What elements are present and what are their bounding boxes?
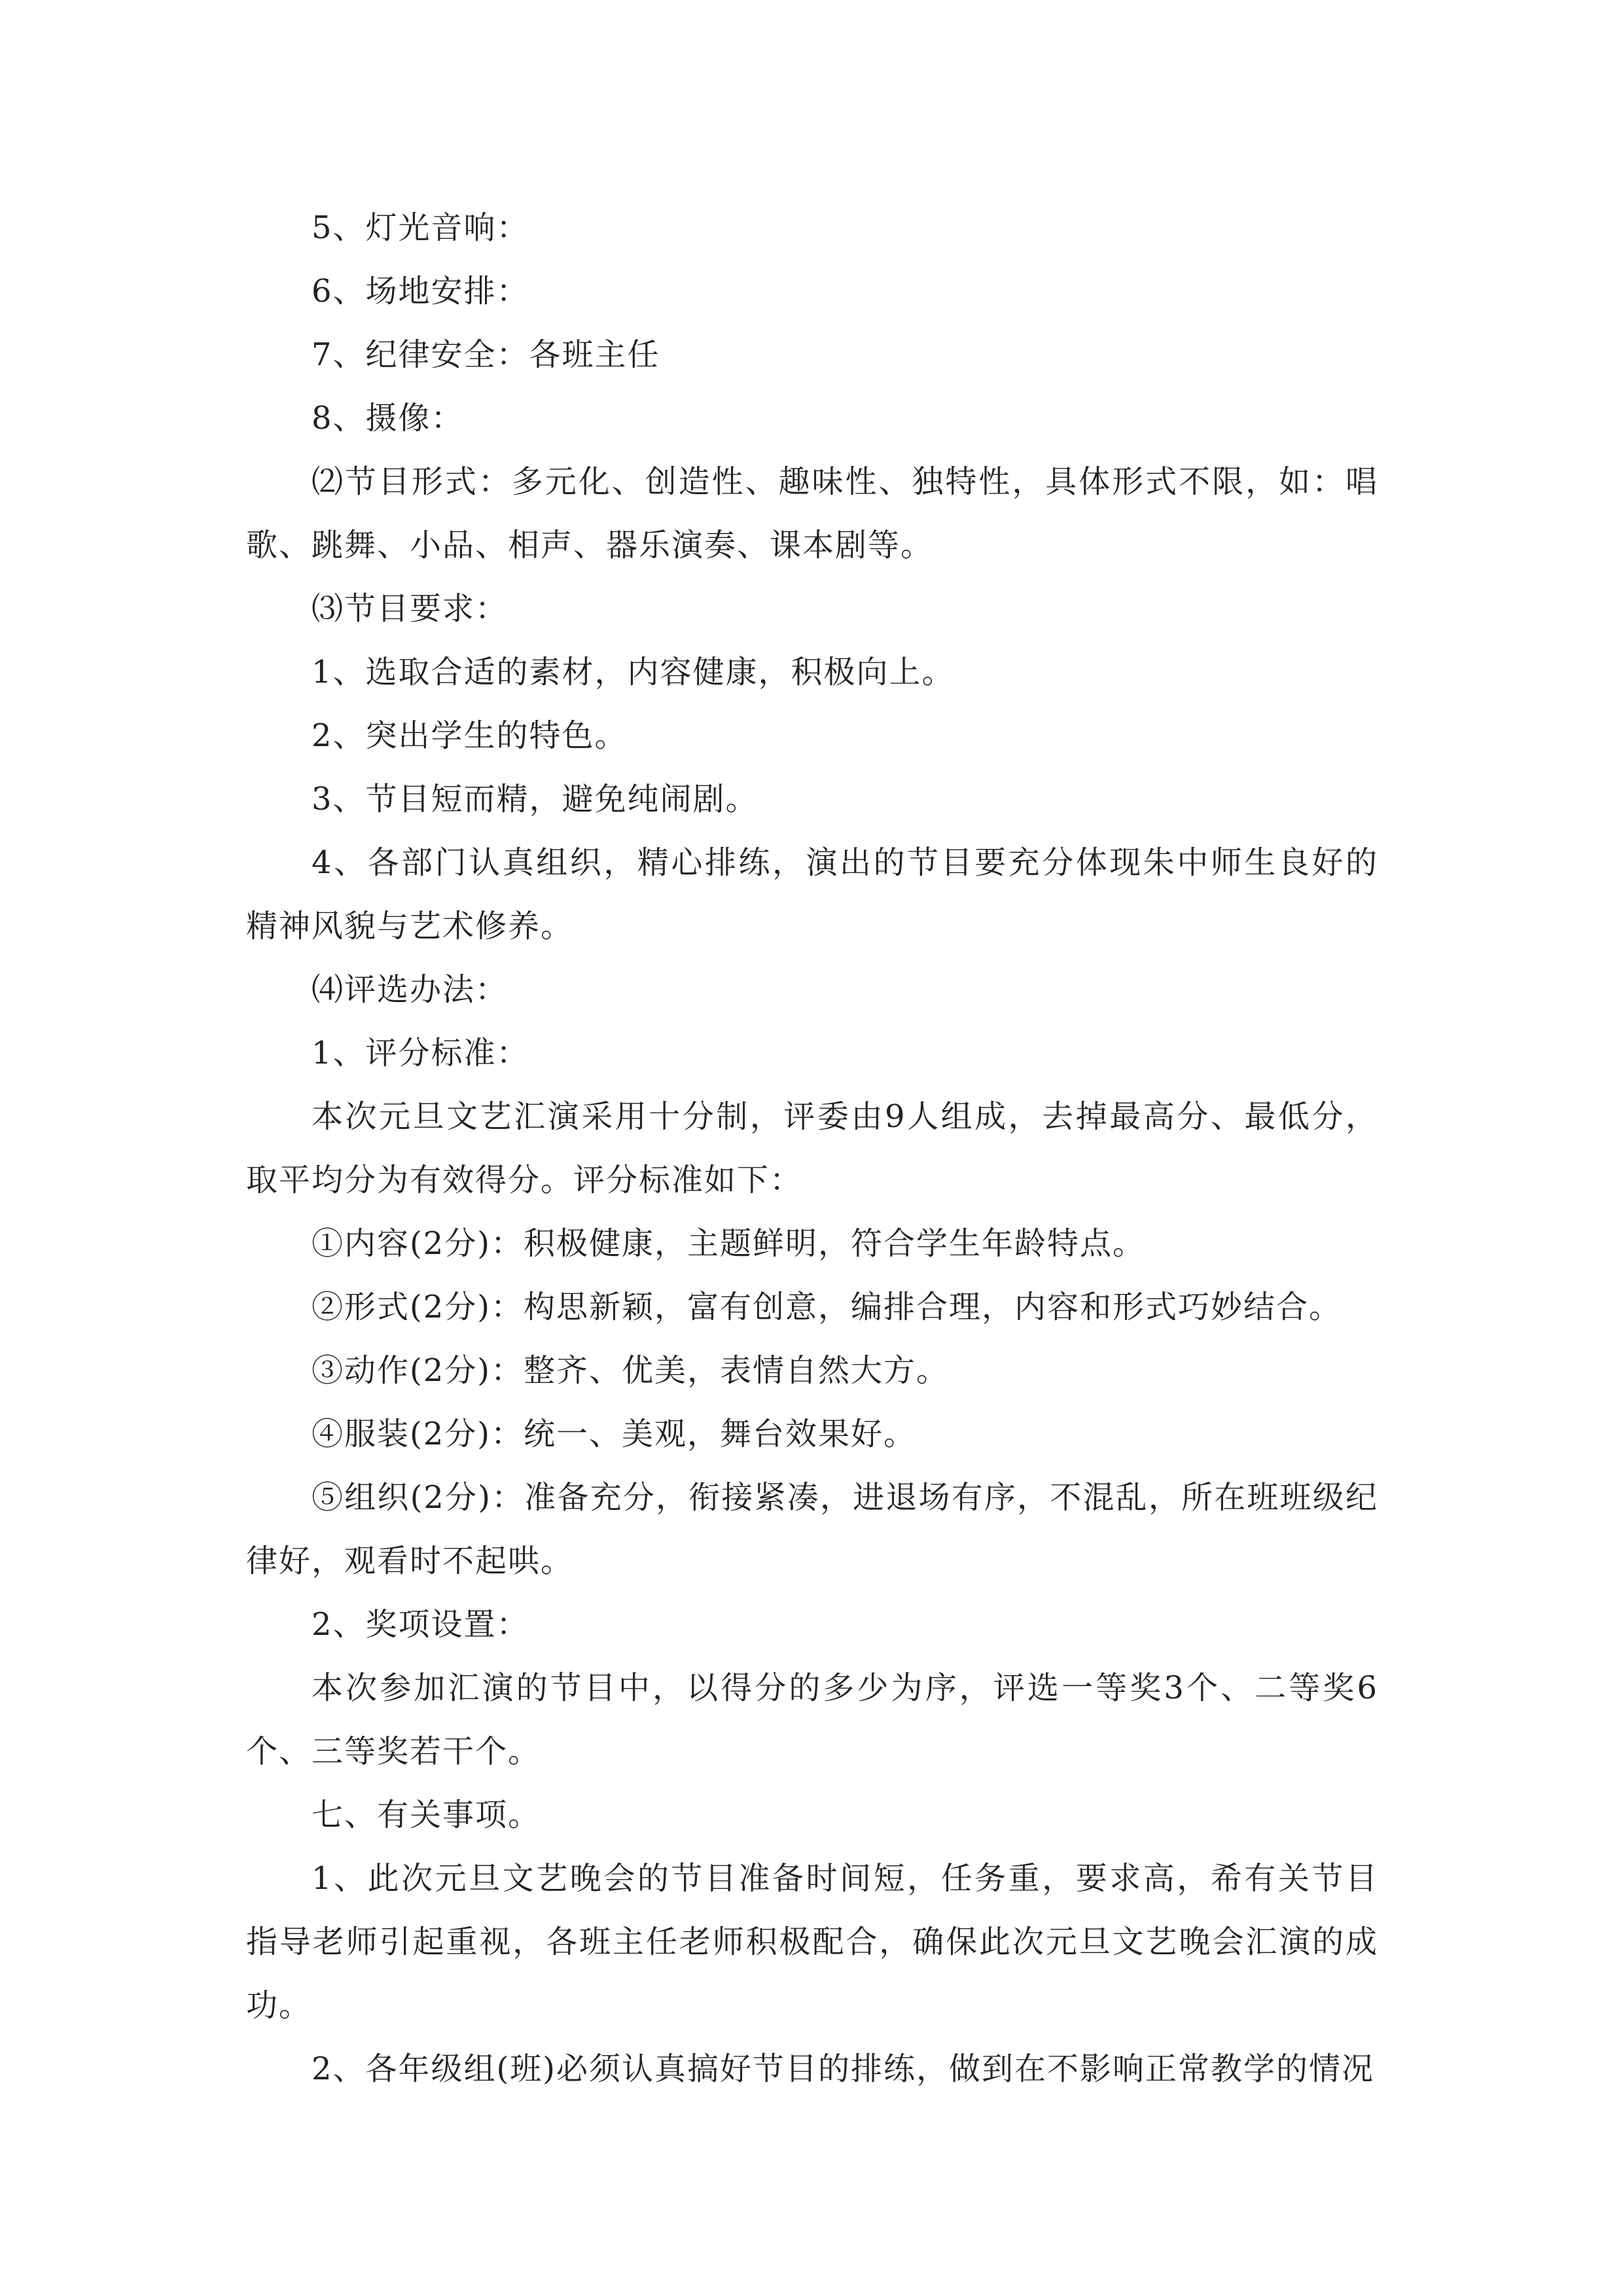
paragraph-criterion-organization: ⑤组织(2分)：准备充分，衔接紧凑，进退场有序，不混乱，所在班班级纪律好，观看时不起哄。 xyxy=(246,1479,1378,1579)
paragraph-venue: 6、场地安排： xyxy=(312,273,529,310)
paragraph-criterion-content: ①内容(2分)：积极健康，主题鲜明，符合学生年龄特点。 xyxy=(312,1225,1145,1262)
paragraph-criterion-form: ②形式(2分)：构思新颖，富有创意，编排合理，内容和形式巧妙结合。 xyxy=(312,1289,1342,1325)
paragraph-requirement-2: 2、突出学生的特色。 xyxy=(312,717,628,754)
paragraph-criterion-costume: ④服装(2分)：统一、美观，舞台效果好。 xyxy=(312,1416,916,1452)
paragraph-requirement-3: 3、节目短而精，避免纯闹剧。 xyxy=(312,781,758,817)
paragraph-selection-heading: ⑷评选办法： xyxy=(312,971,508,1008)
paragraph-lighting-sound: 5、灯光音响： xyxy=(312,209,529,246)
paragraph-scoring-intro: 本次元旦文艺汇演采用十分制，评委由9人组成，去掉最高分、最低分，取平均分为有效得分。评分标准如下： xyxy=(246,1098,1378,1198)
paragraph-requirement-1: 1、选取合适的素材，内容健康，积极向上。 xyxy=(312,654,955,691)
paragraph-program-form: ⑵节目形式：多元化、创造性、趣味性、独特性，具体形式不限，如：唱歌、跳舞、小品、相声、器乐演奏、课本剧等。 xyxy=(246,463,1378,564)
paragraph-section-seven-heading: 七、有关事项。 xyxy=(312,1797,541,1833)
paragraph-video: 8、摄像： xyxy=(312,400,464,437)
paragraph-awards-detail: 本次参加汇演的节目中，以得分的多少为序，评选一等奖3个、二等奖6个、三等奖若干个。 xyxy=(246,1670,1378,1770)
paragraph-matter-2: 2、各年级组(班)必须认真搞好节目的排练，做到在不影响正常教学的情况 xyxy=(312,2051,1374,2087)
paragraph-criterion-movement: ③动作(2分)：整齐、优美，表情自然大方。 xyxy=(312,1352,949,1389)
paragraph-matter-1: 1、此次元旦文艺晚会的节目准备时间短，任务重，要求高，希有关节目指导老师引起重视，各班主任老师积极配合，确保此次元旦文艺晚会汇演的成功。 xyxy=(246,1860,1378,2024)
paragraph-discipline-safety: 7、纪律安全：各班主任 xyxy=(312,336,660,373)
paragraph-requirement-4: 4、各部门认真组织，精心排练，演出的节目要充分体现朱中师生良好的精神风貌与艺术修养。 xyxy=(246,844,1378,944)
document-body xyxy=(246,196,1378,2101)
paragraph-scoring-heading: 1、评分标准： xyxy=(312,1035,529,1071)
paragraph-program-requirements-heading: ⑶节目要求： xyxy=(312,590,508,627)
paragraph-awards-heading: 2、奖项设置： xyxy=(312,1606,529,1643)
